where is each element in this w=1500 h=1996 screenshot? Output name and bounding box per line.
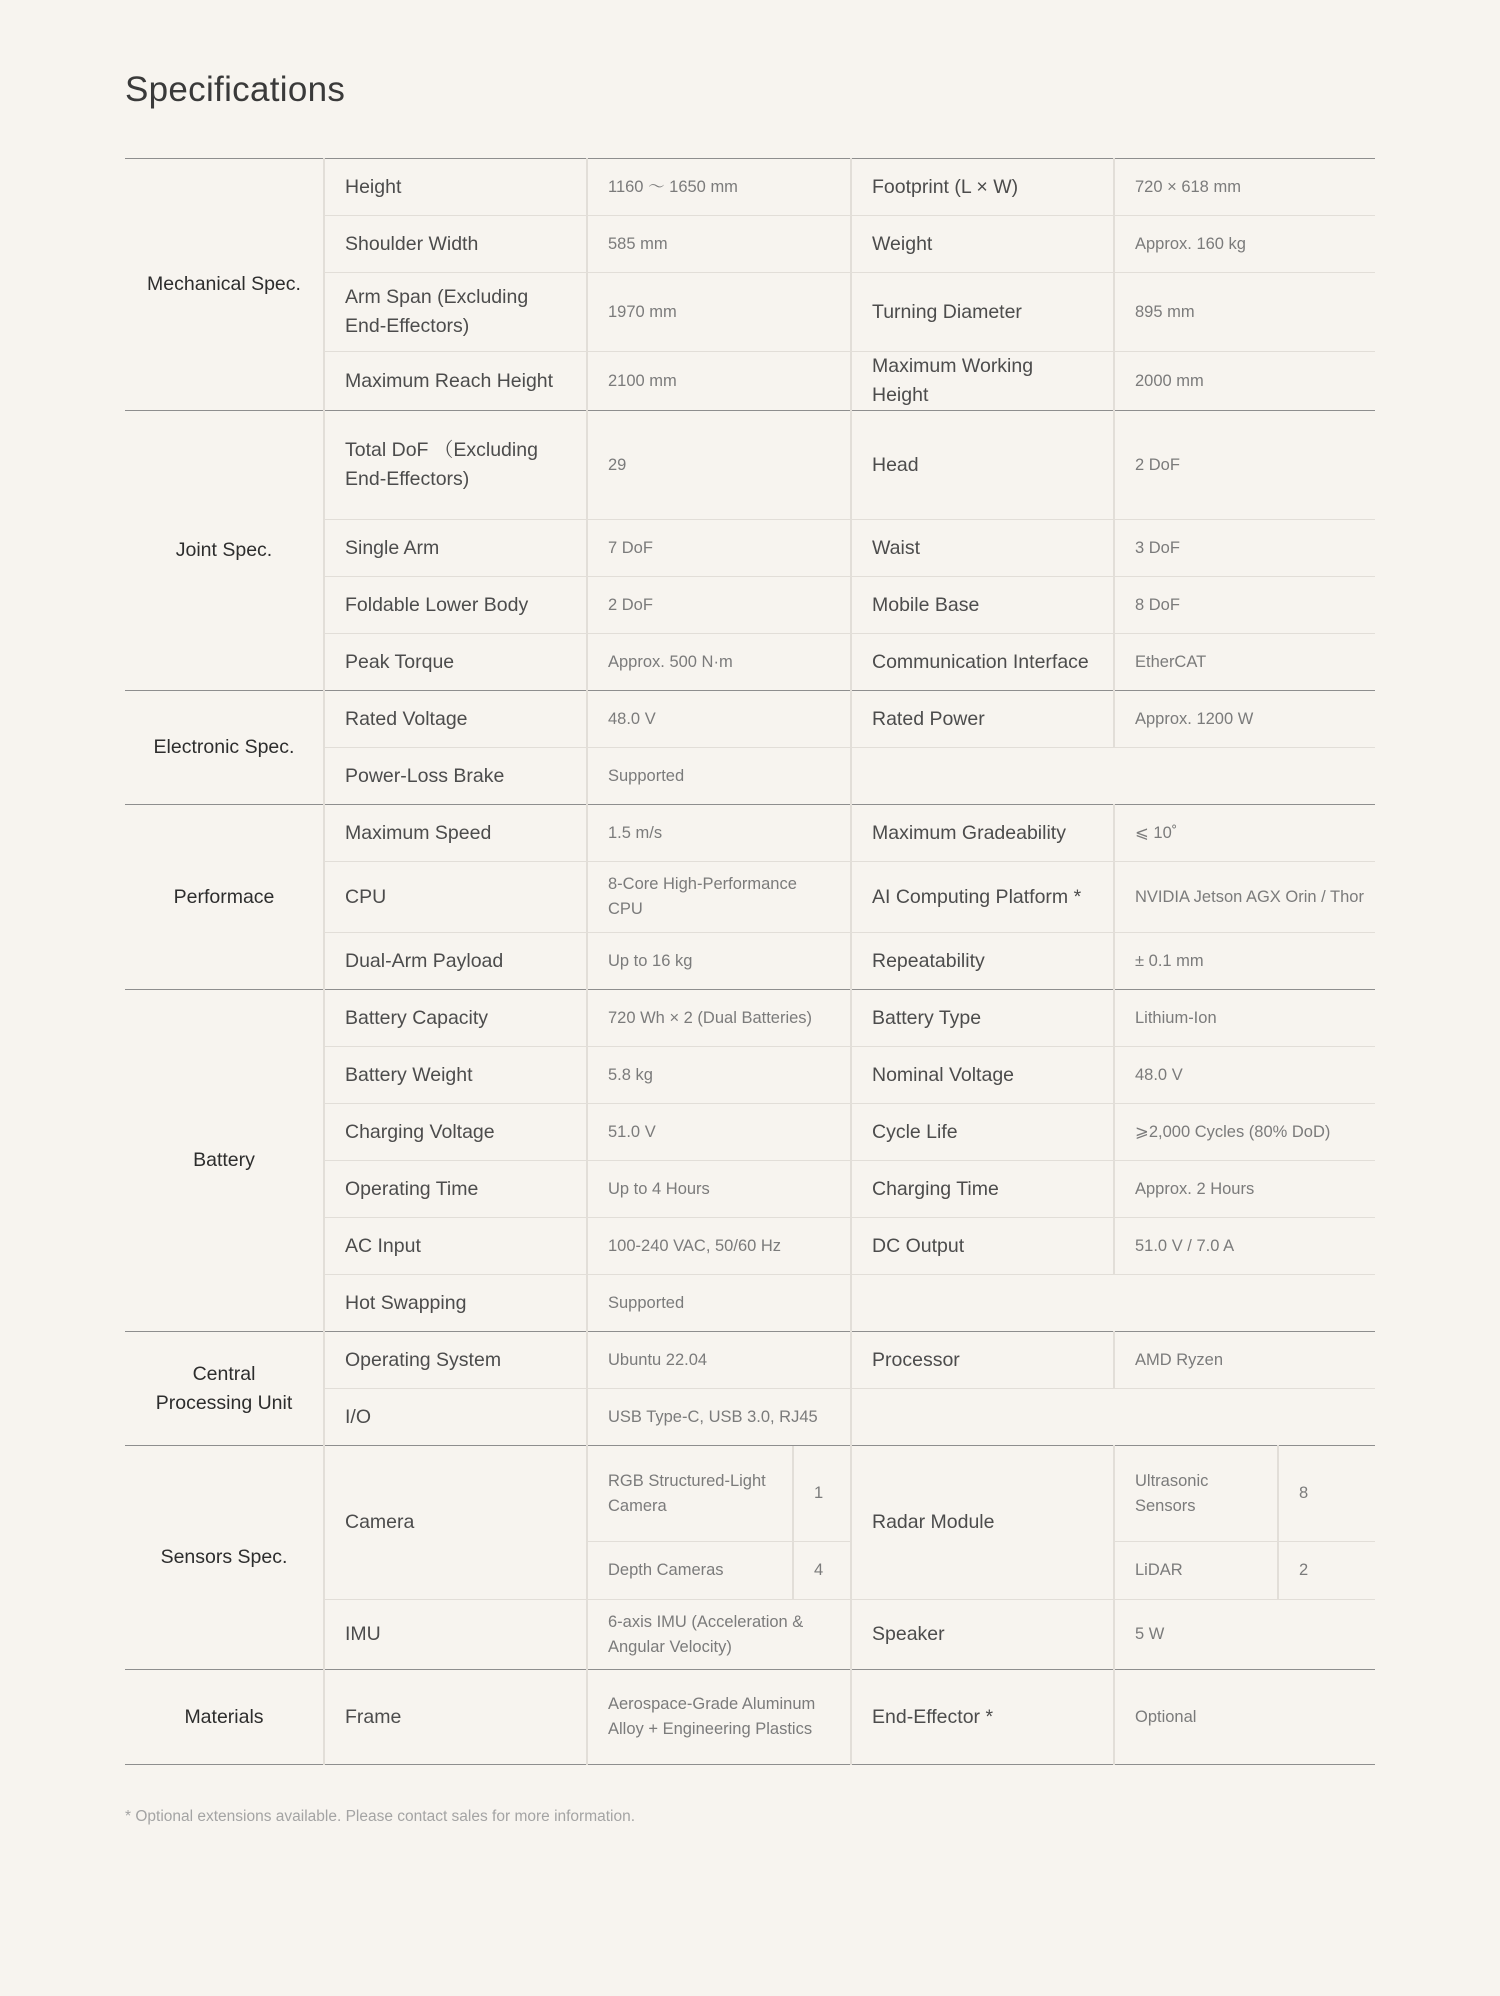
spec-label: Cycle Life	[851, 1104, 1114, 1161]
spec-value: 2000 mm	[1114, 352, 1375, 411]
spec-label: Camera	[324, 1446, 587, 1600]
table-row	[125, 1670, 1375, 1765]
spec-label: Battery Weight	[324, 1047, 587, 1104]
spec-value: 100-240 VAC, 50/60 Hz	[587, 1218, 851, 1275]
table-row	[125, 691, 1375, 748]
category-performance: Performace	[125, 805, 324, 990]
spec-label: Footprint (L × W)	[851, 159, 1114, 216]
spec-value: 2 DoF	[587, 577, 851, 634]
spec-label: Battery Type	[851, 990, 1114, 1047]
spec-label: Rated Power	[851, 691, 1114, 748]
spec-value: Supported	[587, 1275, 851, 1332]
spec-label: Repeatability	[851, 933, 1114, 990]
empty-cell	[851, 748, 1375, 805]
category-sensors: Sensors Spec.	[125, 1446, 324, 1670]
table-row	[125, 1332, 1375, 1389]
spec-label: Height	[324, 159, 587, 216]
spec-label: Mobile Base	[851, 577, 1114, 634]
spec-value: 29	[587, 411, 851, 520]
sub-value: 4	[814, 1561, 824, 1579]
category-electronic: Electronic Spec.	[125, 691, 324, 805]
spec-value: 1970 mm	[587, 273, 851, 352]
category-joint: Joint Spec.	[125, 411, 324, 691]
spec-label: Shoulder Width	[324, 216, 587, 273]
spec-value: Up to 16 kg	[587, 933, 851, 990]
spec-value: 7 DoF	[587, 520, 851, 577]
category-materials: Materials	[125, 1670, 324, 1765]
spec-label: AC Input	[324, 1218, 587, 1275]
spec-value: Optional	[1114, 1670, 1375, 1765]
spec-value: 895 mm	[1114, 273, 1375, 352]
spec-label: Waist	[851, 520, 1114, 577]
spec-value: 720 × 618 mm	[1114, 159, 1375, 216]
spec-label: Maximum Working Height	[851, 352, 1114, 411]
spec-label: Dual-Arm Payload	[324, 933, 587, 990]
category-mechanical: Mechanical Spec.	[125, 159, 324, 411]
spec-value: 2 DoF	[1114, 411, 1375, 520]
spec-value: USB Type-C, USB 3.0, RJ45	[587, 1389, 851, 1446]
sub-value: 1	[814, 1484, 824, 1502]
spec-value: Approx. 1200 W	[1114, 691, 1375, 748]
spec-label: Foldable Lower Body	[324, 577, 587, 634]
spec-label: Arm Span (Excluding End-Effectors)	[324, 273, 587, 352]
spec-value: 51.0 V / 7.0 A	[1114, 1218, 1375, 1275]
spec-label: Peak Torque	[324, 634, 587, 691]
spec-label: Speaker	[851, 1600, 1114, 1670]
spec-table	[125, 158, 1375, 1765]
sub-label: Depth Cameras	[588, 1542, 794, 1599]
spec-label: Battery Capacity	[324, 990, 587, 1047]
spec-value: 6-axis IMU (Acceleration & Angular Velocity)	[587, 1600, 851, 1670]
spec-label: Communication Interface	[851, 634, 1114, 691]
spec-value: 48.0 V	[587, 691, 851, 748]
spec-label: Weight	[851, 216, 1114, 273]
spec-label: Radar Module	[851, 1446, 1114, 1600]
spec-label: Single Arm	[324, 520, 587, 577]
spec-value: ⩾2,000 Cycles (80% DoD)	[1114, 1104, 1375, 1161]
spec-label: Rated Voltage	[324, 691, 587, 748]
sub-label: RGB Structured-Light Camera	[588, 1446, 794, 1541]
spec-label: Maximum Reach Height	[324, 352, 587, 411]
spec-label: Turning Diameter	[851, 273, 1114, 352]
camera-subtable	[587, 1446, 851, 1542]
spec-label: Head	[851, 411, 1114, 520]
table-row	[125, 805, 1375, 862]
spec-value: 51.0 V	[587, 1104, 851, 1161]
spec-value: 5.8 kg	[587, 1047, 851, 1104]
spec-value: 8-Core High-Performance CPU	[587, 862, 851, 933]
spec-label: Operating Time	[324, 1161, 587, 1218]
spec-value: Approx. 2 Hours	[1114, 1161, 1375, 1218]
spec-label: Power-Loss Brake	[324, 748, 587, 805]
table-row	[125, 411, 1375, 520]
spec-value: 8 DoF	[1114, 577, 1375, 634]
spec-value: 585 mm	[587, 216, 851, 273]
spec-label: AI Computing Platform *	[851, 862, 1114, 933]
spec-value: Ubuntu 22.04	[587, 1332, 851, 1389]
spec-value: NVIDIA Jetson AGX Orin / Thor	[1114, 862, 1375, 933]
table-row	[125, 159, 1375, 216]
spec-value: Approx. 500 N·m	[587, 634, 851, 691]
sub-label: Ultrasonic Sensors	[1114, 1446, 1278, 1542]
spec-value: 720 Wh × 2 (Dual Batteries)	[587, 990, 851, 1047]
spec-value: ± 0.1 mm	[1114, 933, 1375, 990]
table-row	[125, 1446, 1375, 1542]
spec-label: Charging Time	[851, 1161, 1114, 1218]
category-cpu-unit: Central Processing Unit	[125, 1332, 324, 1446]
spec-value: ⩽ 10˚	[1114, 805, 1375, 862]
spec-value: Approx. 160 kg	[1114, 216, 1375, 273]
spec-label: Processor	[851, 1332, 1114, 1389]
spec-label: Operating System	[324, 1332, 587, 1389]
empty-cell	[851, 1275, 1375, 1332]
spec-value: 2100 mm	[587, 352, 851, 411]
spec-label: Nominal Voltage	[851, 1047, 1114, 1104]
spec-value: 5 W	[1114, 1600, 1375, 1670]
spec-label: Charging Voltage	[324, 1104, 587, 1161]
spec-label: Maximum Speed	[324, 805, 587, 862]
spec-label: DC Output	[851, 1218, 1114, 1275]
table-row	[125, 990, 1375, 1047]
spec-label: CPU	[324, 862, 587, 933]
sub-value: 2	[1278, 1542, 1375, 1600]
spec-label: Frame	[324, 1670, 587, 1765]
spec-value: AMD Ryzen	[1114, 1332, 1375, 1389]
spec-label: IMU	[324, 1600, 587, 1670]
spec-label: Hot Swapping	[324, 1275, 587, 1332]
spec-value: 1.5 m/s	[587, 805, 851, 862]
sub-label: LiDAR	[1114, 1542, 1278, 1600]
camera-subtable	[587, 1542, 851, 1600]
page-title: Specifications	[125, 70, 346, 109]
spec-value: 3 DoF	[1114, 520, 1375, 577]
spec-label: Maximum Gradeability	[851, 805, 1114, 862]
spec-value: 1160 ～ 1650 mm	[587, 159, 851, 216]
spec-label: Total DoF （Excluding End-Effectors)	[324, 411, 587, 520]
spec-value: 48.0 V	[1114, 1047, 1375, 1104]
spec-label: End-Effector *	[851, 1670, 1114, 1765]
empty-cell	[851, 1389, 1375, 1446]
category-battery: Battery	[125, 990, 324, 1332]
footnote: * Optional extensions available. Please contact sales for more information.	[125, 1808, 636, 1825]
spec-value: Supported	[587, 748, 851, 805]
spec-label: I/O	[324, 1389, 587, 1446]
spec-value: EtherCAT	[1114, 634, 1375, 691]
spec-value: Lithium-Ion	[1114, 990, 1375, 1047]
spec-value: Aerospace-Grade Aluminum Alloy + Engineering Plastics	[587, 1670, 851, 1765]
sub-value: 8	[1278, 1446, 1375, 1542]
spec-value: Up to 4 Hours	[587, 1161, 851, 1218]
